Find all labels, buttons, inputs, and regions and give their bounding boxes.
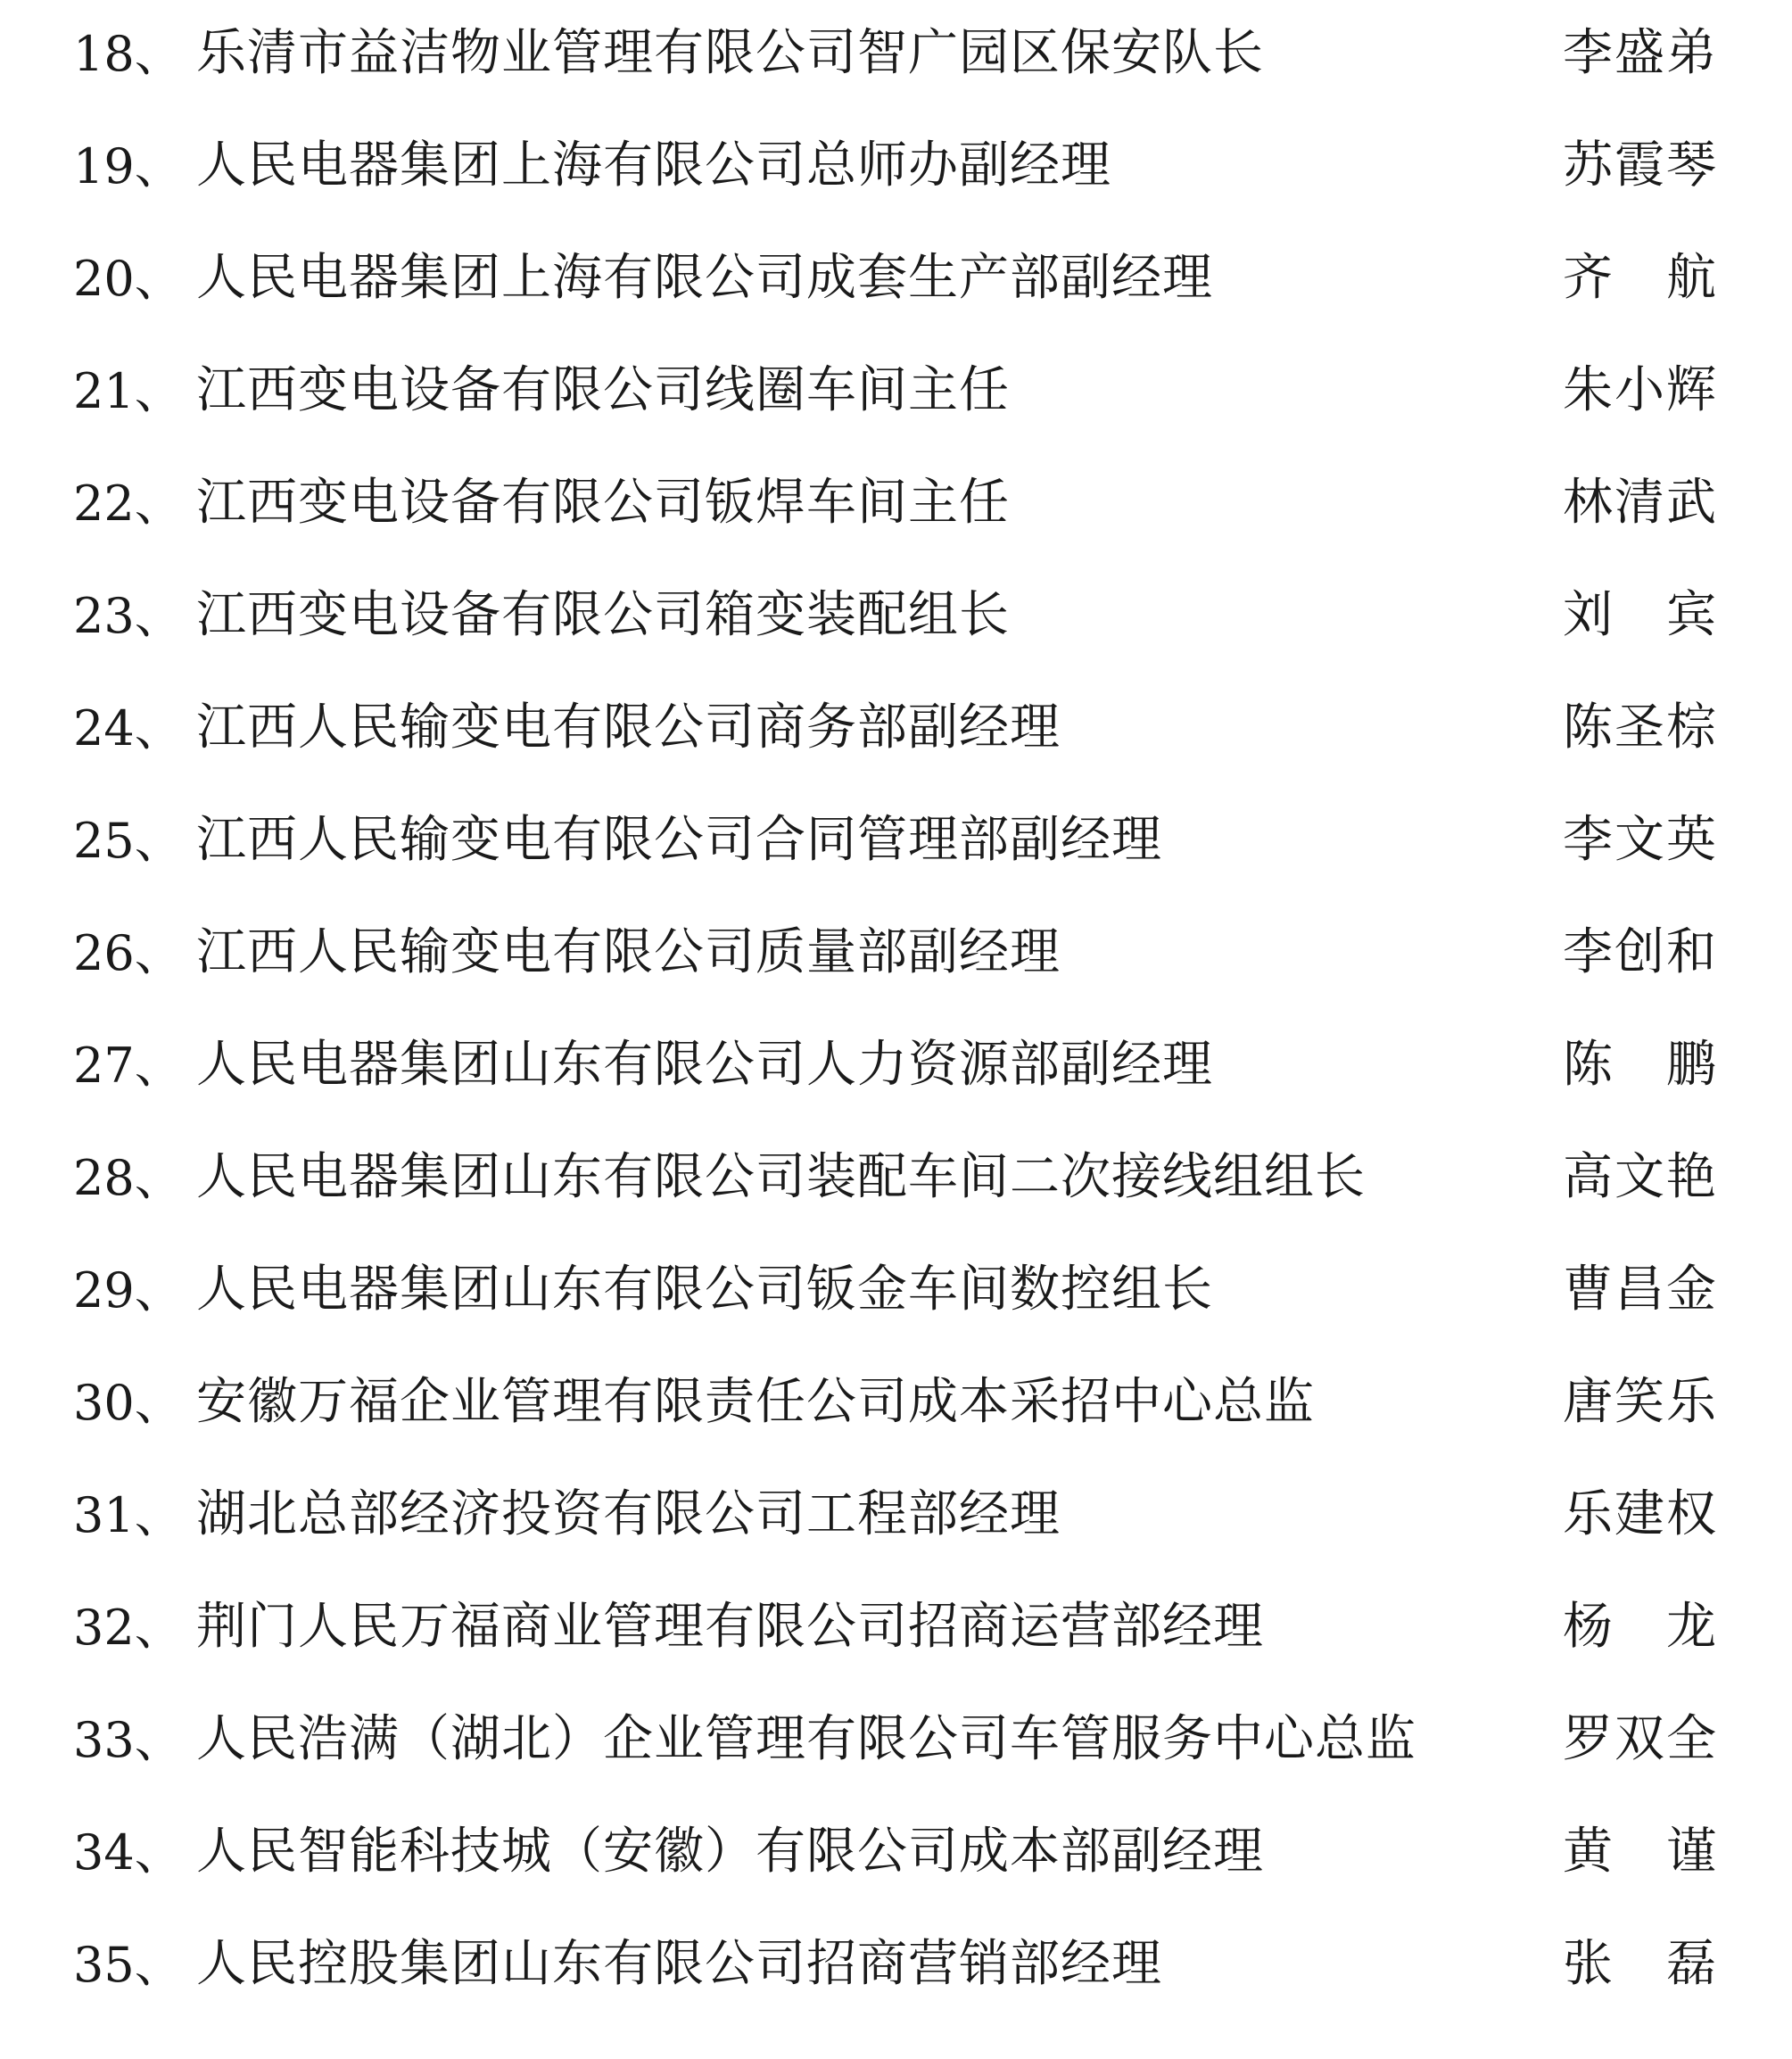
item-number: 35、 (73, 1937, 183, 1993)
item-position: 人民电器集团上海有限公司成套生产部副经理 (196, 249, 1213, 307)
list-item (0, 1574, 1792, 1686)
list-item (0, 450, 1792, 562)
item-number: 25、 (73, 813, 183, 869)
item-number: 33、 (73, 1712, 183, 1768)
item-person-name: 张 磊 (1563, 1935, 1716, 1993)
item-person-name: 曹昌金 (1563, 1261, 1716, 1319)
list-item (0, 1236, 1792, 1349)
list-item (0, 1911, 1792, 2023)
list-item (0, 0, 1792, 112)
item-position: 人民智能科技城（安徽）有限公司成本部副经理 (196, 1823, 1264, 1881)
item-position: 人民电器集团山东有限公司钣金车间数控组长 (196, 1261, 1213, 1319)
item-person-name: 黄 谨 (1563, 1823, 1716, 1881)
item-position: 人民控股集团山东有限公司招商营销部经理 (196, 1935, 1162, 1993)
item-person-name: 林清武 (1563, 474, 1716, 532)
item-person-name: 李创和 (1563, 923, 1716, 981)
item-number: 27、 (73, 1038, 183, 1094)
item-number: 18、 (73, 26, 183, 82)
item-position: 江西人民输变电有限公司商务部副经理 (196, 699, 1061, 757)
list-item (0, 562, 1792, 674)
item-person-name: 罗双全 (1563, 1710, 1716, 1768)
item-number: 31、 (73, 1487, 183, 1543)
item-person-name: 苏霞琴 (1563, 136, 1716, 194)
item-number: 21、 (73, 363, 183, 419)
list-item (0, 787, 1792, 899)
item-position: 人民电器集团山东有限公司人力资源部副经理 (196, 1036, 1213, 1094)
list-item (0, 225, 1792, 337)
item-person-name: 陈 鹏 (1563, 1036, 1716, 1094)
item-position: 安徽万福企业管理有限责任公司成本采招中心总监 (196, 1373, 1315, 1431)
item-number: 30、 (73, 1375, 183, 1431)
item-position: 人民电器集团山东有限公司装配车间二次接线组组长 (196, 1148, 1366, 1206)
list-item (0, 1012, 1792, 1124)
item-position: 荆门人民万福商业管理有限公司招商运营部经理 (196, 1598, 1264, 1656)
item-person-name: 齐 航 (1563, 249, 1716, 307)
item-number: 32、 (73, 1600, 183, 1656)
item-number: 22、 (73, 475, 183, 532)
item-person-name: 陈圣棕 (1563, 699, 1716, 757)
item-position: 人民电器集团上海有限公司总师办副经理 (196, 136, 1111, 194)
item-number: 23、 (73, 588, 183, 644)
item-number: 19、 (73, 138, 183, 194)
item-person-name: 刘 宾 (1563, 586, 1716, 644)
item-person-name: 李文英 (1563, 811, 1716, 869)
item-person-name: 朱小辉 (1563, 361, 1716, 419)
item-position: 江西变电设备有限公司钣焊车间主任 (196, 474, 1010, 532)
list-item (0, 1799, 1792, 1911)
list-item (0, 1124, 1792, 1236)
list-item (0, 1686, 1792, 1799)
item-person-name: 唐笑乐 (1563, 1373, 1716, 1431)
item-position: 江西变电设备有限公司箱变装配组长 (196, 586, 1010, 644)
item-person-name: 乐建权 (1563, 1485, 1716, 1543)
item-number: 29、 (73, 1262, 183, 1319)
item-position: 江西人民输变电有限公司合同管理部副经理 (196, 811, 1162, 869)
item-number: 20、 (73, 251, 183, 307)
item-position: 江西变电设备有限公司线圈车间主任 (196, 361, 1010, 419)
item-person-name: 李盛弟 (1563, 24, 1716, 82)
item-number: 28、 (73, 1150, 183, 1206)
item-position: 乐清市益洁物业管理有限公司智广园区保安队长 (196, 24, 1264, 82)
item-person-name: 杨 龙 (1563, 1598, 1716, 1656)
list-item (0, 1349, 1792, 1461)
item-number: 26、 (73, 925, 183, 981)
item-position: 人民浩满（湖北）企业管理有限公司车管服务中心总监 (196, 1710, 1416, 1768)
item-position: 江西人民输变电有限公司质量部副经理 (196, 923, 1061, 981)
list-item (0, 674, 1792, 787)
item-position: 湖北总部经济投资有限公司工程部经理 (196, 1485, 1061, 1543)
list-item (0, 1461, 1792, 1574)
item-number: 34、 (73, 1824, 183, 1881)
list-item (0, 899, 1792, 1012)
list-item (0, 112, 1792, 225)
item-person-name: 高文艳 (1563, 1148, 1716, 1206)
list-item (0, 337, 1792, 450)
item-number: 24、 (73, 700, 183, 757)
